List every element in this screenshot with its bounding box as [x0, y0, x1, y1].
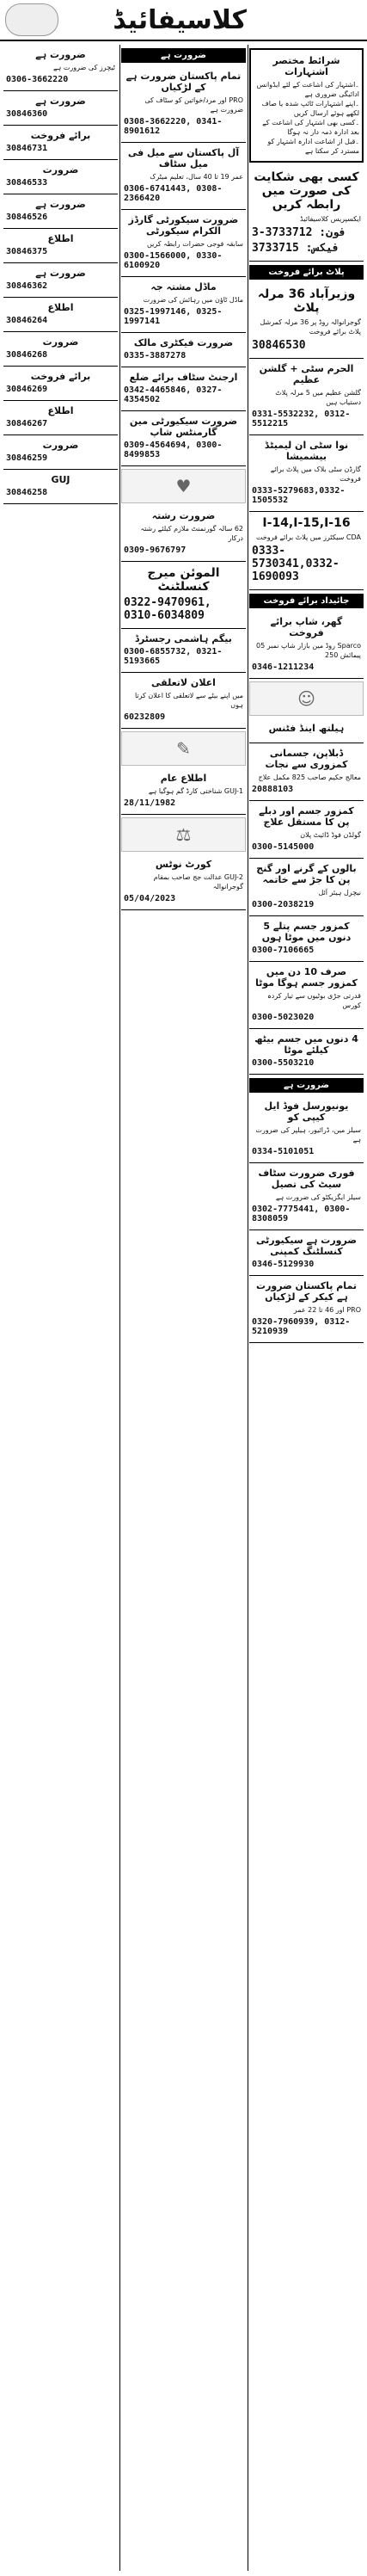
column-divider [119, 45, 120, 2571]
phone-number: 0300-5145000 [252, 842, 315, 852]
classified-ad [249, 859, 364, 916]
phone-number: فون: 3733712-3 [252, 226, 346, 239]
phone-number: 0333-5279683,0332-1505532 [252, 486, 346, 505]
page-header [0, 0, 367, 41]
classified-ad [3, 470, 118, 504]
classified-ad [121, 506, 246, 562]
phone-number: 0335-3887278 [124, 351, 187, 361]
classified-ad [3, 367, 118, 401]
ad-body: گوجرانوالہ روڈ پر 36 مرلہ کمرشل پلاٹ برائے فروخت [260, 318, 361, 336]
classified-ad [121, 210, 246, 277]
court-icon: ⚖ [175, 824, 192, 845]
ad-body: سیلز ایگزیکٹو کی ضرورت ہے [275, 1193, 361, 1201]
classified-ad [3, 401, 118, 435]
ad-title: کمزور جسم اور دبلے پن کا مستقل علاج [259, 805, 354, 828]
ad-title: ضرورت سیکورٹی گارڈز الکرام سیکورٹی [128, 214, 239, 237]
ad-body: عمر 19 تا 40 سال، تعلیم میٹرک [150, 173, 243, 181]
contact-title: کسی بھی شکایت کی صورت میں رابطہ کریں [254, 170, 359, 212]
megaphone-icon: ✎ [176, 738, 191, 759]
terms-line: ۔کسی بھی اشتہار کی اشاعت کے بعد ادارہ ذمہ دار نہ ہوگا [262, 119, 359, 136]
phone-number: 0300-2038219 [252, 900, 315, 909]
classified-ad [121, 143, 246, 210]
ad-title: ضرورت ہے سیکیورٹی کنسلٹنگ کمپنی [256, 1235, 357, 1257]
ad-body: 62 سالہ گورنمنٹ ملازم کیلئے رشتہ درکار [140, 525, 243, 542]
ad-title: صرف 10 دن میں کمزور جسم ہوگا موٹا [255, 966, 358, 989]
ad-body: نیچرل ہیئر آئل [318, 889, 361, 897]
classified-ad [249, 1276, 364, 1343]
classified-ad [121, 333, 246, 367]
terms-line: ۔قبل از اشاعت ادارہ اشتہار کو مسترد کر سکتا ہے [267, 138, 359, 155]
classified-ad [3, 91, 118, 126]
classified-ad [121, 277, 246, 333]
rings-icon: ♥ [175, 476, 192, 496]
phone-number: 0309-9676797 [124, 545, 187, 555]
ad-title: ضرورت سیکیورٹی مین گارمنٹس شاپ [129, 416, 238, 438]
classified-ad [3, 126, 118, 160]
phone-number: 0333-5730341,0332-1690093 [252, 545, 339, 583]
ad-title: ضرورت ہے [35, 199, 86, 210]
phone-number: 0346-5129930 [252, 1260, 315, 1269]
ad-body: معالج حکیم صاحب 825 مکمل علاج [258, 773, 361, 781]
ad-title: GUJ [51, 474, 70, 485]
ad-title: اطلاع عام [160, 773, 207, 784]
classified-ad [3, 298, 118, 332]
ad-title: I-14,I-15,I-16 [262, 516, 351, 530]
terms-line: ۔اشتہار کی اشاعت کے لئے ایڈوانس ادائیگی ضروری ہے [256, 81, 359, 98]
ad-title: ماڈل مشتہ جہ [150, 281, 217, 293]
ad-body: گلشن عظیم میں 5 مرلہ پلاٹ دستیاب ہیں [275, 389, 361, 406]
phone-number: 0325-1997146, 0325-1997141 [124, 307, 223, 326]
ad-body: Sparco روڈ مین بازار شاپ نمبر 05 پیمائش 250 [256, 642, 361, 659]
phone-number: 05/04/2023 [124, 894, 176, 903]
phone-number: 30846258 [6, 488, 48, 497]
ad-body: ماڈل ٹاؤن میں رہائش کی ضرورت [143, 296, 243, 304]
classified-ad [121, 66, 246, 143]
phone-number: 20888103 [252, 785, 294, 794]
classified-ad [3, 435, 118, 470]
phone-number: 30846526 [6, 213, 48, 222]
ad-title: آل پاکستان سے میل فی میل سٹاف [127, 147, 240, 169]
classified-ad [249, 1029, 364, 1075]
classified-ad [249, 916, 364, 962]
ad-body: گولڈن فوڈ ڈائیٹ پلان [300, 831, 361, 839]
fitness-banner [249, 681, 364, 716]
classified-ad [121, 768, 246, 815]
section-band: پلاٹ برائے فروخت [249, 265, 364, 280]
classified-ad [3, 194, 118, 229]
fax-number: فیکس: 3733715 [252, 242, 339, 255]
ad-title: اطلاع [47, 233, 74, 244]
ad-body: سابقہ فوجی حضرات رابطہ کریں [147, 240, 243, 248]
middle-column [121, 45, 246, 2571]
magnifier-icon [5, 3, 58, 36]
ad-title: ہیلتھ اینڈ فٹنس [268, 723, 345, 734]
phone-number: 0331-5532232, 0312-5512215 [252, 410, 351, 428]
phone-number: 0322-9470961, 0310-6034809 [124, 596, 211, 622]
ad-title: بالوں کے گرنے اور گنج پن کا جڑ سے خاتمہ [256, 863, 357, 885]
phone-number: 30846375 [6, 247, 48, 256]
classified-ad [249, 612, 364, 679]
left-column [3, 45, 118, 2571]
ad-title: فوری ضرورت سٹاف سیٹ کی تصیل [258, 1168, 355, 1190]
phone-number: 0334-5101051 [252, 1147, 315, 1156]
classified-ad [121, 367, 246, 411]
classified-ad [3, 263, 118, 298]
classified-ad [249, 512, 364, 590]
classified-ad [121, 854, 246, 910]
phone-number: 28/11/1982 [124, 798, 176, 808]
phone-number: 0300-6855732, 0321-5193665 [124, 647, 223, 666]
phone-number: 30846264 [6, 316, 48, 325]
ad-body: قدرتی جڑی بوٹیوں سے تیار کردہ کورس [267, 992, 361, 1009]
ad-title: کمزور جسم پتلے 5 دنوں میں موٹا ہوں [261, 921, 352, 943]
ad-title: ضرورت [42, 440, 79, 451]
ad-title: اطلاع [47, 405, 74, 416]
ad-title: ضرورت [42, 336, 79, 348]
phone-number: 60232809 [124, 712, 166, 722]
phone-number: 30846530 [252, 339, 306, 352]
phone-number: 0300-7106665 [252, 946, 315, 955]
classified-ad [249, 743, 364, 801]
classified-ad [249, 283, 364, 359]
terms-title: شرائط مختصر اشتہارات [272, 55, 340, 77]
phone-number: 30846259 [6, 453, 48, 463]
section-band: ضرورت ہے [121, 48, 246, 63]
classified-ad [3, 332, 118, 367]
classified-ad [249, 962, 364, 1029]
classified-ad [249, 435, 364, 512]
ad-title: ضرورت ہے [35, 96, 86, 107]
phone-number: 0342-4465846, 0327-4354502 [124, 385, 223, 404]
classified-ad [3, 160, 118, 194]
page-title: کلاسیفائیڈ [113, 5, 247, 35]
phone-number: 30846268 [6, 350, 48, 360]
ad-title: 4 دنوں میں جسم بیٹھ کیلئے موٹا [254, 1033, 358, 1056]
classified-ad [121, 673, 246, 729]
phone-number: 30846267 [6, 419, 48, 428]
phone-number: 30846533 [6, 178, 48, 188]
ad-title: یونیورسل فوڈ ایل کیپی کو [264, 1100, 349, 1123]
ad-title: وزیرآباد 36 مرلہ پلاٹ [257, 287, 356, 315]
ad-body: GUJ-1 شناختی کارڈ گم ہوگیا ہے [148, 787, 243, 795]
ad-body: PRO اور مرد/خواتین کو سٹاف کی ضرورت ہے [144, 96, 243, 114]
classified-ad [121, 562, 246, 629]
classified-ad [121, 411, 246, 466]
classified-ad [121, 629, 246, 673]
ad-title: تمام پاکستان ضرورت ہے کیکر کے لڑکیاں [256, 1280, 357, 1303]
classified-ad [249, 1163, 364, 1230]
phone-number: 30846269 [6, 385, 48, 394]
ad-body: CDA سیکٹرز میں پلاٹ برائے فروخت [255, 533, 361, 541]
terms-box [249, 48, 364, 163]
classified-ad [249, 801, 364, 859]
ad-title: الحرم سٹی + گلشن عظیم [259, 363, 354, 385]
phone-number: 0308-3662220, 0341-8901612 [124, 117, 223, 136]
phone-number: 0300-5503210 [252, 1058, 315, 1068]
ad-body: گارڈن سٹی بلاک میں پلاٹ برائے فروخت [270, 465, 361, 483]
ad-title: بیگم ہاشمی رجسٹرڈ [135, 633, 232, 644]
terms-line: ۔اپنے اشتہارات ٹائپ شدہ یا صاف لکھے ہوئے ارسال کریں [261, 100, 359, 117]
phone-number: 30846360 [6, 109, 48, 119]
section-band: جائیداد برائے فروخت [249, 594, 364, 608]
phone-number: 0346-1211234 [252, 662, 315, 672]
ad-title: نوا سٹی ان لیمیٹڈ بیشمیشا [264, 440, 349, 462]
rishta-banner [121, 469, 246, 503]
ad-title: برائے فروخت [30, 371, 91, 382]
ad-title: الموئن میرج کنسلٹنٹ [147, 566, 220, 594]
phone-number: 0306-6741443, 0308-2366420 [124, 184, 223, 203]
classified-ad [249, 1096, 364, 1163]
ad-title: اعلان لاتعلقی [151, 677, 216, 688]
section-band: ضرورت ہے [249, 1078, 364, 1093]
ad-title: ضرورت [42, 164, 79, 176]
ad-body: GUJ-2 عدالت جج صاحب بمقام گوجرانوالہ [153, 873, 243, 891]
ad-title: ضرورت رشتہ [151, 510, 216, 521]
ad-body: ٹیچرز کی ضرورت ہے [52, 64, 115, 71]
phone-number: 0302-7775441, 0300-8308059 [252, 1205, 351, 1223]
phone-number: 0320-7960939, 0312-5210939 [252, 1317, 351, 1336]
phone-number: 30846731 [6, 144, 48, 153]
right-column [249, 45, 364, 2571]
ad-title: کورٹ نوٹس [155, 859, 212, 870]
phone-number: 30846362 [6, 281, 48, 291]
ad-body: میں اپنے بیٹے سے لاتعلقی کا اعلان کرتا ہوں [134, 692, 243, 709]
phone-number: 0300-1566000, 0330-6100920 [124, 251, 223, 270]
contact-body: ایکسپریس کلاسیفائیڈ [300, 215, 361, 223]
ad-body: سیلز مین، ڈرائیور، ہیلپر کی ضرورت ہے [255, 1126, 361, 1143]
ad-title: گھر، شاپ برائے فروخت [270, 616, 343, 638]
ad-title: برائے فروخت [30, 130, 91, 141]
ad-title: ضرورت ہے [35, 49, 86, 60]
court-banner [121, 817, 246, 852]
notice-banner [121, 731, 246, 766]
classified-ad [249, 1230, 364, 1276]
ad-title: اطلاع [47, 302, 74, 313]
classified-ad [3, 229, 118, 263]
ad-title: ڈبلاپن، جسمانی کمزوری سے نجات [265, 748, 348, 770]
ad-title: ضرورت ہے [35, 268, 86, 279]
classified-ad [249, 718, 364, 743]
phone-number: 0300-5023020 [252, 1013, 315, 1022]
person-icon: ☺ [297, 688, 315, 709]
ad-title: تمام پاکستان ضرورت ہے کے لڑکیاں [125, 71, 242, 93]
classified-ad [3, 45, 118, 91]
ad-body: PRO اور 46 تا 22 عمر [293, 1306, 361, 1314]
ad-title: ضرورت فیکٹری مالک [133, 337, 234, 348]
ad-title: ارجنٹ سٹاف برائے ضلع [129, 372, 238, 383]
classified-ad [249, 359, 364, 435]
contact-ad [249, 166, 364, 262]
phone-number: 0306-3662220 [6, 75, 69, 84]
phone-number: 0309-4564694, 0300-8499853 [124, 441, 223, 459]
